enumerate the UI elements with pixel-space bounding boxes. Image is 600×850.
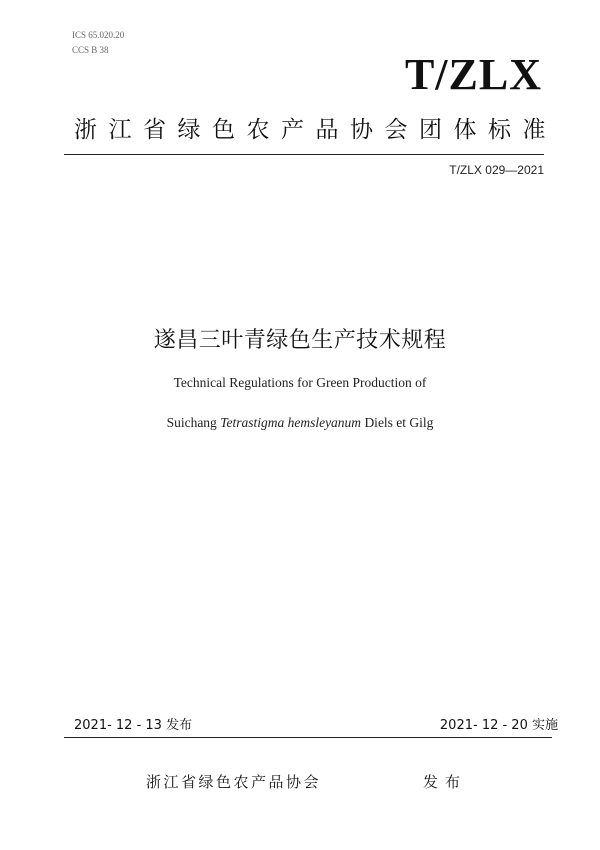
english-title-line2 — [0, 414, 600, 432]
english-title-line1: Technical Regulations for Green Production of — [173, 375, 427, 390]
ccs-code: CCS B 38 — [72, 45, 109, 55]
publish-label: 发布 — [423, 773, 468, 791]
implementation-date: 2021- 12 - 20 实施 — [439, 718, 558, 733]
organization-standard-title: 浙江省绿色农产品协会团体标准 — [74, 117, 557, 143]
standard-code: T/ZLX — [404, 50, 542, 99]
document-number: T/ZLX 029—2021 — [449, 163, 544, 177]
ics-code: ICS 65.020.20 — [72, 30, 125, 40]
header-divider — [64, 154, 544, 155]
english-title-suffix: Diels et Gilg — [361, 415, 434, 430]
publisher-name: 浙江省绿色农产品协会 — [146, 773, 322, 791]
issue-date: 2021- 12 - 13 发布 — [74, 718, 193, 733]
latin-species-name: Tetrastigma hemsleyanum — [220, 415, 362, 430]
footer-divider — [64, 737, 552, 738]
chinese-title: 遂昌三叶青绿色生产技术规程 — [153, 328, 447, 353]
english-title-prefix: Suichang — [166, 415, 221, 430]
